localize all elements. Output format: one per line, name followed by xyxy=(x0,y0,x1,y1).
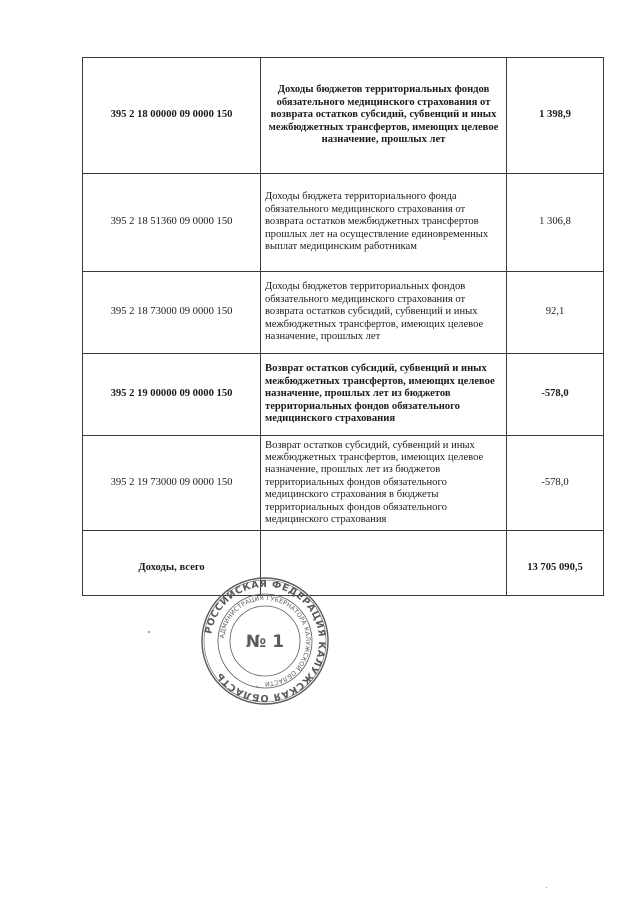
description-cell: Возврат остатков субсидий, субвенций и иных межбюджетных трансфертов, имеющих целевое назначение, прошлых лет из бюджетов территориальных фондов обязательного медицинского страхования xyxy=(261,354,507,436)
seal-inner-text: АДМИНИСТРАЦИЯ ГУБЕРНАТОРА КАЛУЖСКОЙ ОБЛАСТИ xyxy=(219,594,312,688)
amount-cell: 92,1 xyxy=(507,272,604,354)
seal-outer-text: РОССИЙСКАЯ ФЕДЕРАЦИЯ КАЛУЖСКАЯ ОБЛАСТЬ xyxy=(203,578,328,704)
scan-speck xyxy=(546,887,547,888)
table-row xyxy=(83,272,604,354)
budget-code-cell: 395 2 18 00000 09 0000 150 xyxy=(83,58,261,174)
amount-cell: -578,0 xyxy=(507,354,604,436)
total-amount-cell: 13 705 090,5 xyxy=(507,531,604,596)
amount-cell: 1 306,8 xyxy=(507,174,604,272)
scan-speck xyxy=(148,631,150,633)
total-label-cell: Доходы, всего xyxy=(83,531,261,596)
budget-code-cell: 395 2 19 00000 09 0000 150 xyxy=(83,354,261,436)
seal-number: № 1 xyxy=(245,632,285,652)
table-row xyxy=(83,354,604,436)
description-cell: Доходы бюджетов территориальных фондов обязательного медицинского страхования от возврата остатков субсидий, субвенций и иных межбюджетных трансфертов, имеющих целевое назначение, прошлых лет xyxy=(261,272,507,354)
budget-code-cell: 395 2 18 73000 09 0000 150 xyxy=(83,272,261,354)
amount-cell: 1 398,9 xyxy=(507,58,604,174)
total-row xyxy=(83,531,604,596)
description-cell: Доходы бюджета территориального фонда обязательного медицинского страхования от возврата остатков межбюджетных трансфертов прошлых лет на осуществление единовременных выплат медицинским работникам xyxy=(261,174,507,272)
budget-code-cell: 395 2 19 73000 09 0000 150 xyxy=(83,436,261,531)
scan-speck xyxy=(256,686,258,688)
budget-revenue-table xyxy=(82,57,604,596)
table-row xyxy=(83,436,604,531)
budget-code-cell: 395 2 18 51360 09 0000 150 xyxy=(83,174,261,272)
description-cell: Доходы бюджетов территориальных фондов обязательного медицинского страхования от возврата остатков субсидий, субвенций и иных межбюджетных трансфертов, имеющих целевое назначение, прошлых лет xyxy=(261,58,507,174)
official-seal-stamp xyxy=(200,576,330,706)
description-cell: Возврат остатков субсидий, субвенций и иных межбюджетных трансфертов, имеющих целевое назначение, прошлых лет из бюджетов территориальных фондов обязательного медицинского страхования в бюджеты территориальных фондов обязательного медицинского страхования xyxy=(261,436,507,531)
amount-cell: -578,0 xyxy=(507,436,604,531)
table-row xyxy=(83,174,604,272)
table-row xyxy=(83,58,604,174)
